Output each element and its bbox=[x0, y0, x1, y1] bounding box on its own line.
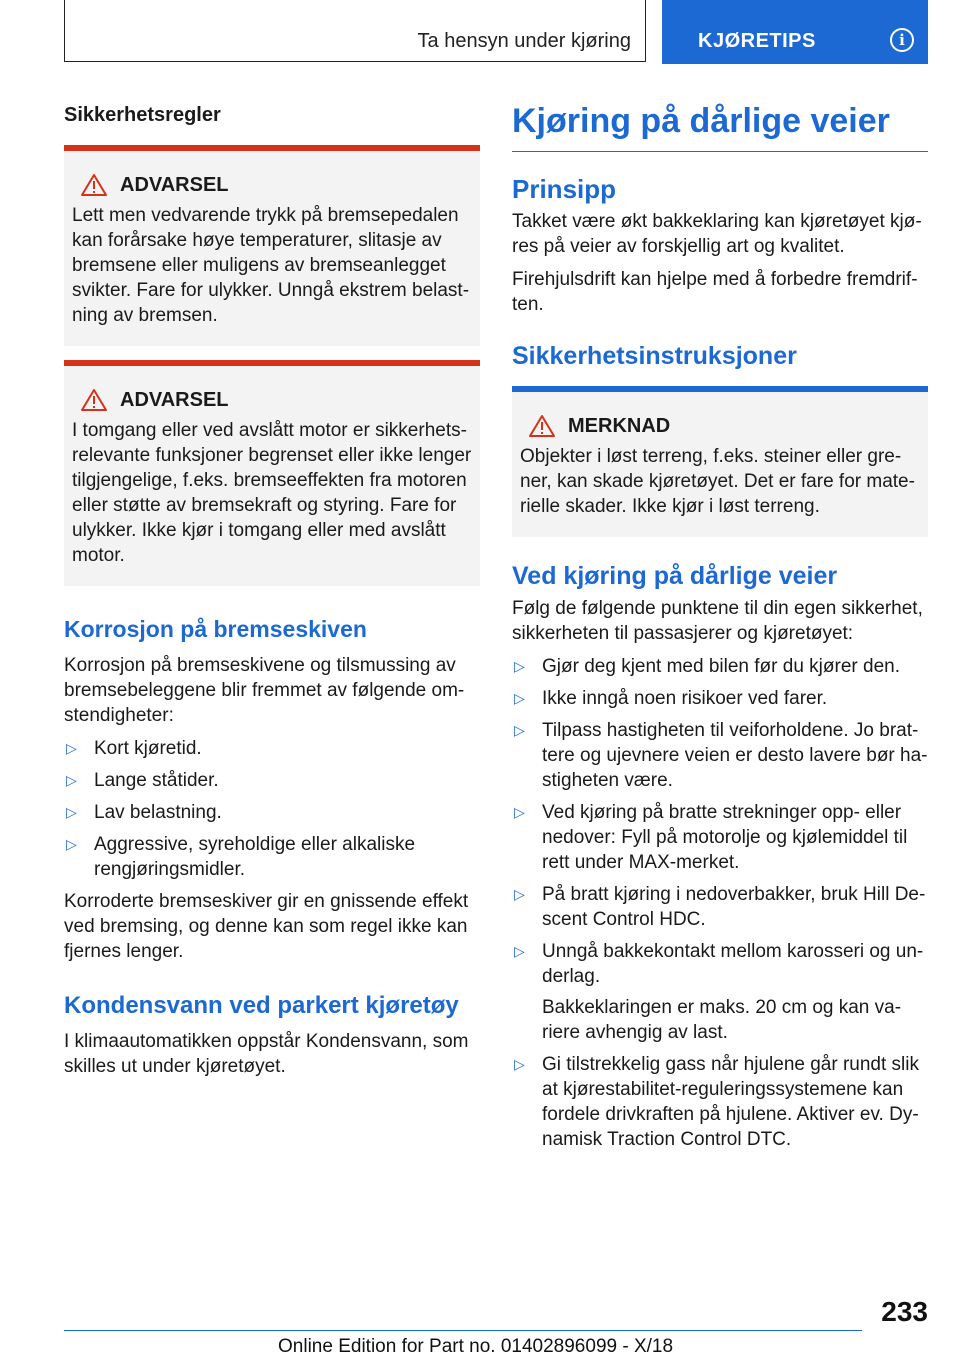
heading-condensation: Kondensvann ved parkert kjøretøy bbox=[64, 992, 459, 1019]
principle-text-2: Firehjulsdrift kan hjelpe med å forbedre fremdriften. bbox=[512, 269, 918, 315]
bullet-triangle-icon: ▷ bbox=[514, 886, 525, 902]
warning-box-brake-pedal bbox=[64, 145, 480, 346]
bullet-triangle-icon: ▷ bbox=[514, 1056, 525, 1072]
condensation-text: I klimaautomatikken oppstår Kondensvann, som skilles ut under kjøretøyet. bbox=[64, 1031, 469, 1077]
warning-text: Lett men vedvarende trykk på bremsepedalen kan forårsake høye temperaturer, slitasje av bremsene eller muligens av bremseanlegget svikter. Fare for ulykker. Unngå ekstrem belastning av bremsen. bbox=[72, 205, 470, 326]
footer-divider bbox=[64, 1330, 862, 1331]
heading-bad-roads: Ved kjøring på dårlige veier bbox=[512, 562, 838, 590]
chapter-tab bbox=[64, 0, 646, 62]
right-column bbox=[512, 90, 928, 1159]
principle-text-1: Takket være økt bakkeklaring kan kjøretøyet kjøres på veier av forskjellig art og kvalitet. bbox=[512, 211, 922, 257]
list-item-subtext: Bakkeklaringen er maks. 20 cm og kan variere avhengig av last. bbox=[542, 997, 902, 1043]
corrosion-intro: Korrosjon på bremseskivene og tilsmussing av bremsebeleggene blir fremmet av følgende omstendigheter: bbox=[64, 655, 465, 726]
list-item: ▷ Gjør deg kjent med bilen før du kjører den. bbox=[514, 656, 900, 677]
left-column bbox=[64, 90, 480, 1087]
corrosion-list bbox=[64, 736, 480, 882]
note-title: MERKNAD bbox=[520, 414, 920, 438]
warning-triangle-icon bbox=[80, 173, 108, 197]
bullet-triangle-icon: ▷ bbox=[514, 943, 525, 959]
bullet-triangle-icon: ▷ bbox=[66, 836, 77, 852]
warning-box-idle bbox=[64, 360, 480, 586]
section-tab bbox=[662, 0, 928, 64]
bullet-triangle-icon: ▷ bbox=[66, 772, 77, 788]
section-title: KJØRETIPS bbox=[698, 30, 816, 52]
bullet-triangle-icon: ▷ bbox=[514, 690, 525, 706]
chapter-title: Ta hensyn under kjøring bbox=[417, 30, 631, 52]
list-item: ▷ Ikke inngå noen risikoer ved farer. bbox=[514, 688, 828, 709]
warning-triangle-icon bbox=[528, 414, 556, 438]
page-number: 233 bbox=[881, 1296, 928, 1327]
list-item: ▷ Unngå bakkekontakt mellom karosseri og underlag. Bakkeklaringen er maks. 20 cm og kan variere avhengig av last. bbox=[512, 939, 928, 1045]
heading-corrosion: Korrosjon på bremseskiven bbox=[64, 616, 367, 642]
page-title: Kjøring på dårlige veier bbox=[512, 102, 928, 152]
bullet-triangle-icon: ▷ bbox=[514, 804, 525, 820]
footer-edition: Online Edition for Part no. 01402896099 - X/18 bbox=[278, 1336, 674, 1357]
bad-roads-list bbox=[512, 654, 928, 1152]
list-item: ▷ Kort kjøretid. bbox=[66, 738, 202, 759]
list-item: ▷ Ved kjøring på bratte strekninger opp- eller nedover: Fyll på motorolje og kjølemiddel til rett under MAX-merket. bbox=[514, 802, 908, 873]
warning-title: ADVARSEL bbox=[72, 388, 472, 412]
list-item: ▷ På bratt kjøring i nedoverbakker, bruk Hill Descent Control HDC. bbox=[514, 884, 926, 930]
bullet-triangle-icon: ▷ bbox=[514, 658, 525, 674]
warning-triangle-icon bbox=[80, 388, 108, 412]
info-icon: i bbox=[890, 28, 914, 52]
bullet-triangle-icon: ▷ bbox=[66, 804, 77, 820]
list-item: ▷ Gi tilstrekkelig gass når hjulene går rundt slik at kjørestabilitet-reguleringssystemene kan fordele drivkraften på hjulene. Aktiver ev. Dynamisk Traction Control DTC. bbox=[514, 1054, 920, 1150]
list-item: ▷ Aggressive, syreholdige eller alkaliske rengjøringsmidler. bbox=[66, 834, 416, 880]
running-heading: Sikkerhetsregler bbox=[64, 104, 221, 126]
page-header bbox=[64, 0, 928, 64]
bad-roads-intro: Følg de følgende punktene til din egen sikkerhet, sikkerheten til passasjerer og kjøretøyet: bbox=[512, 598, 923, 644]
list-item: ▷ Tilpass hastigheten til veiforholdene. Jo brattere og ujevnere veien er desto lavere bør hastigheten være. bbox=[514, 720, 928, 791]
bullet-triangle-icon: ▷ bbox=[514, 722, 525, 738]
heading-principle: Prinsipp bbox=[512, 174, 617, 204]
note-box-loose-terrain bbox=[512, 386, 928, 537]
warning-title: ADVARSEL bbox=[72, 173, 472, 197]
warning-text: I tomgang eller ved avslått motor er sikkerhetsrelevante funksjoner begrenset eller ikke lenger tilgjengelige, f.eks. bremseeffekten fra motoren eller støtte av bremsekraft og styring. Fare for ulykker. Ikke kjør i tomgang eller med avslått motor. bbox=[72, 420, 472, 566]
list-item: ▷ Lange ståtider. bbox=[66, 770, 219, 791]
bullet-triangle-icon: ▷ bbox=[66, 740, 77, 756]
corrosion-outro: Korroderte bremseskiver gir en gnissende effekt ved bremsing, og denne kan som regel ikke kan fjernes lenger. bbox=[64, 891, 469, 962]
list-item: ▷ Lav belastning. bbox=[66, 802, 222, 823]
heading-safety: Sikkerhetsinstruksjoner bbox=[512, 342, 797, 370]
note-text: Objekter i løst terreng, f.eks. steiner eller grener, kan skade kjøretøyet. Det er fare for materielle skader. Ikke kjør i løst terreng. bbox=[520, 446, 915, 517]
